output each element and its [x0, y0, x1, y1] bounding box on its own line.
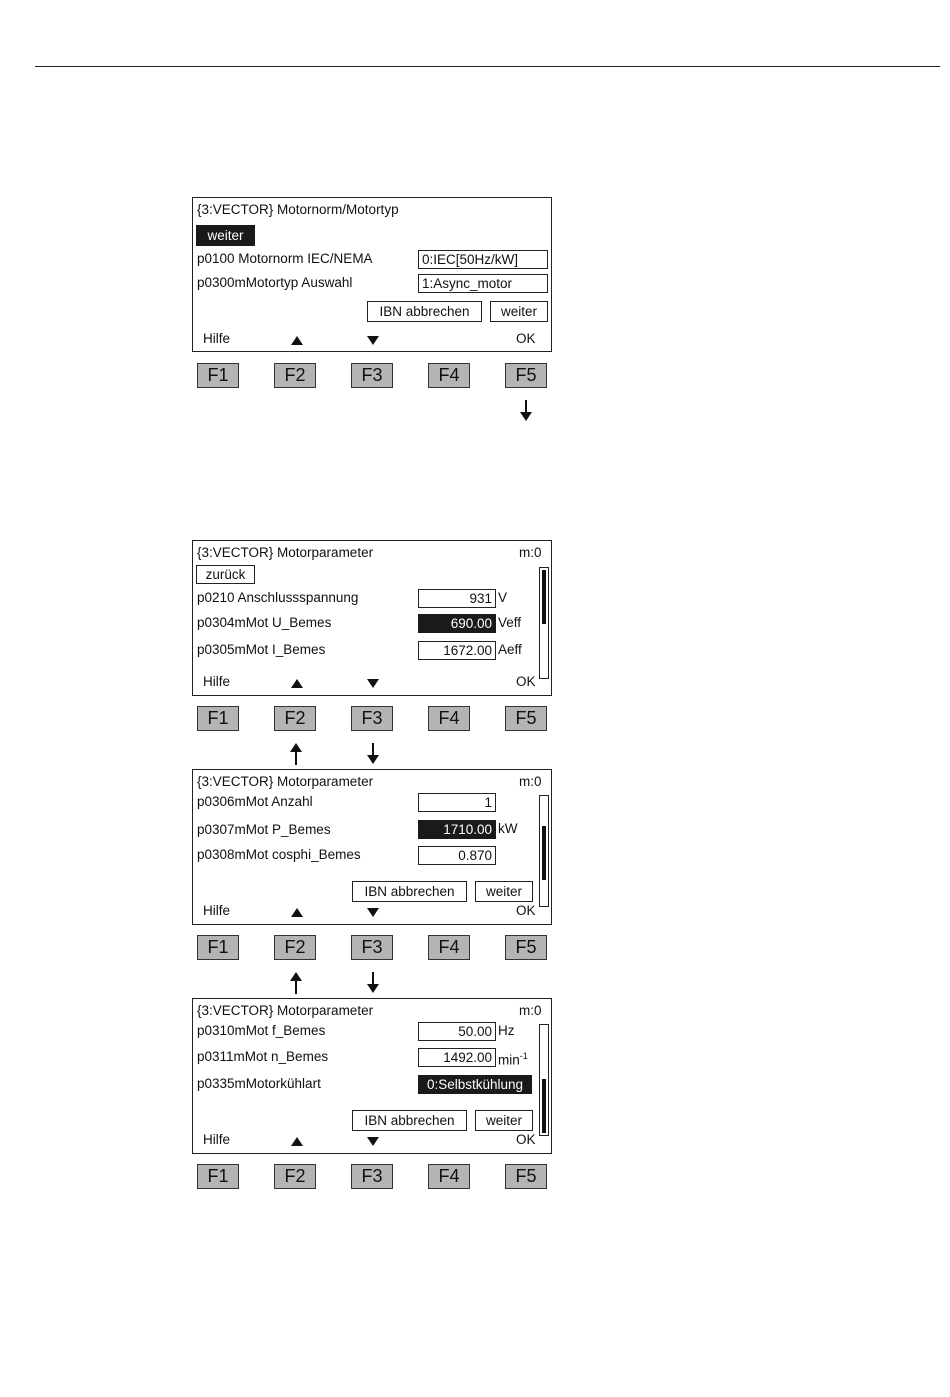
ibn-abbrechen-button[interactable]: IBN abbrechen — [352, 1110, 467, 1131]
zurueck-button[interactable]: zurück — [196, 565, 255, 584]
arrow-down-icon — [367, 972, 379, 994]
param-value-p0310[interactable]: 50.00 — [418, 1022, 496, 1041]
param-label-p0300: p0300mMotortyp Auswahl — [197, 275, 353, 290]
arrow-up-icon — [290, 972, 302, 994]
f5-key[interactable]: F5 — [505, 1164, 547, 1189]
param-value-p0335[interactable]: 0:Selbstkühlung — [418, 1075, 532, 1094]
softkey-ok[interactable]: OK — [516, 331, 536, 346]
param-label-p0304: p0304mMot U_Bemes — [197, 615, 332, 630]
page-header-rule — [35, 66, 940, 67]
softkey-hilfe[interactable]: Hilfe — [203, 331, 231, 346]
screen-title: {3:VECTOR} Motornorm/Motortyp — [197, 202, 399, 217]
screen-title: {3:VECTOR} Motorparameter — [197, 774, 374, 789]
mode-indicator: m:0 — [519, 545, 542, 560]
param-label-p0210: p0210 Anschlussspannung — [197, 590, 359, 605]
weiter-top-button[interactable]: weiter — [196, 225, 255, 246]
triangle-up-icon — [291, 908, 303, 917]
f5-key[interactable]: F5 — [505, 706, 547, 731]
screen-motornorm — [192, 197, 552, 352]
f4-key[interactable]: F4 — [428, 1164, 470, 1189]
triangle-down-icon — [367, 1137, 379, 1146]
param-label-p0308: p0308mMot cosphi_Bemes — [197, 847, 361, 862]
screen-motorparameter-2 — [192, 769, 552, 925]
param-value-p0305[interactable]: 1672.00 — [418, 641, 496, 660]
f3-key[interactable]: F3 — [351, 1164, 393, 1189]
param-value-p0210[interactable]: 931 — [418, 589, 496, 608]
softkey-hilfe[interactable]: Hilfe — [203, 1132, 231, 1147]
param-label-p0335: p0335mMotorkühlart — [197, 1076, 321, 1091]
f4-key[interactable]: F4 — [428, 935, 470, 960]
f1-key[interactable]: F1 — [197, 706, 239, 731]
weiter-button[interactable]: weiter — [475, 1110, 533, 1131]
param-label-p0305: p0305mMot I_Bemes — [197, 642, 326, 657]
scrollbar-thumb[interactable] — [542, 1079, 546, 1133]
param-label-p0310: p0310mMot f_Bemes — [197, 1023, 326, 1038]
param-unit: Hz — [498, 1023, 515, 1038]
scrollbar[interactable] — [539, 1024, 549, 1136]
param-value-p0306[interactable]: 1 — [418, 793, 496, 812]
triangle-down-icon — [367, 908, 379, 917]
param-value-p0100[interactable]: 0:IEC[50Hz/kW] — [418, 250, 548, 269]
param-value-p0311[interactable]: 1492.00 — [418, 1048, 496, 1067]
f3-key[interactable]: F3 — [351, 935, 393, 960]
triangle-down-icon — [367, 336, 379, 345]
f2-key[interactable]: F2 — [274, 935, 316, 960]
param-label-p0307: p0307mMot P_Bemes — [197, 822, 331, 837]
f1-key[interactable]: F1 — [197, 1164, 239, 1189]
param-label-p0311: p0311mMot n_Bemes — [197, 1049, 329, 1064]
screen-motorparameter-3 — [192, 998, 552, 1154]
param-label-p0100: p0100 Motornorm IEC/NEMA — [197, 251, 373, 266]
f4-key[interactable]: F4 — [428, 706, 470, 731]
arrow-down-icon — [367, 743, 379, 765]
param-value-p0300[interactable]: 1:Async_motor — [418, 274, 548, 293]
softkey-ok[interactable]: OK — [516, 674, 536, 689]
f3-key[interactable]: F3 — [351, 363, 393, 388]
f2-key[interactable]: F2 — [274, 363, 316, 388]
scrollbar[interactable] — [539, 567, 549, 679]
f5-key[interactable]: F5 — [505, 363, 547, 388]
param-label-p0306: p0306mMot Anzahl — [197, 794, 313, 809]
param-unit: Aeff — [498, 642, 522, 657]
softkey-hilfe[interactable]: Hilfe — [203, 903, 231, 918]
screen-motorparameter-1 — [192, 540, 552, 696]
softkey-hilfe[interactable]: Hilfe — [203, 674, 231, 689]
f1-key[interactable]: F1 — [197, 363, 239, 388]
f2-key[interactable]: F2 — [274, 1164, 316, 1189]
f2-key[interactable]: F2 — [274, 706, 316, 731]
triangle-down-icon — [367, 679, 379, 688]
softkey-ok[interactable]: OK — [516, 1132, 536, 1147]
screen-title: {3:VECTOR} Motorparameter — [197, 545, 374, 560]
param-unit: kW — [498, 821, 518, 836]
ibn-abbrechen-button[interactable]: IBN abbrechen — [352, 881, 467, 902]
param-unit: V — [498, 590, 508, 605]
param-value-p0308[interactable]: 0.870 — [418, 846, 496, 865]
param-value-p0304[interactable]: 690.00 — [418, 614, 496, 633]
ibn-abbrechen-button[interactable]: IBN abbrechen — [367, 301, 482, 322]
triangle-up-icon — [291, 336, 303, 345]
screen-title: {3:VECTOR} Motorparameter — [197, 1003, 374, 1018]
scrollbar[interactable] — [539, 795, 549, 907]
param-value-p0307[interactable]: 1710.00 — [418, 820, 496, 839]
f3-key[interactable]: F3 — [351, 706, 393, 731]
f5-key[interactable]: F5 — [505, 935, 547, 960]
f4-key[interactable]: F4 — [428, 363, 470, 388]
scrollbar-thumb[interactable] — [542, 826, 546, 880]
weiter-button[interactable]: weiter — [475, 881, 533, 902]
triangle-up-icon — [291, 679, 303, 688]
param-unit: Veff — [498, 615, 522, 630]
scrollbar-thumb[interactable] — [542, 570, 546, 624]
arrow-up-icon — [290, 743, 302, 765]
f1-key[interactable]: F1 — [197, 935, 239, 960]
arrow-down-icon — [520, 400, 532, 422]
param-unit: $\min^{-1}$ — [498, 1051, 528, 1068]
mode-indicator: m:0 — [519, 774, 542, 789]
mode-indicator: m:0 — [519, 1003, 542, 1018]
softkey-ok[interactable]: OK — [516, 903, 536, 918]
weiter-button[interactable]: weiter — [490, 301, 548, 322]
triangle-up-icon — [291, 1137, 303, 1146]
